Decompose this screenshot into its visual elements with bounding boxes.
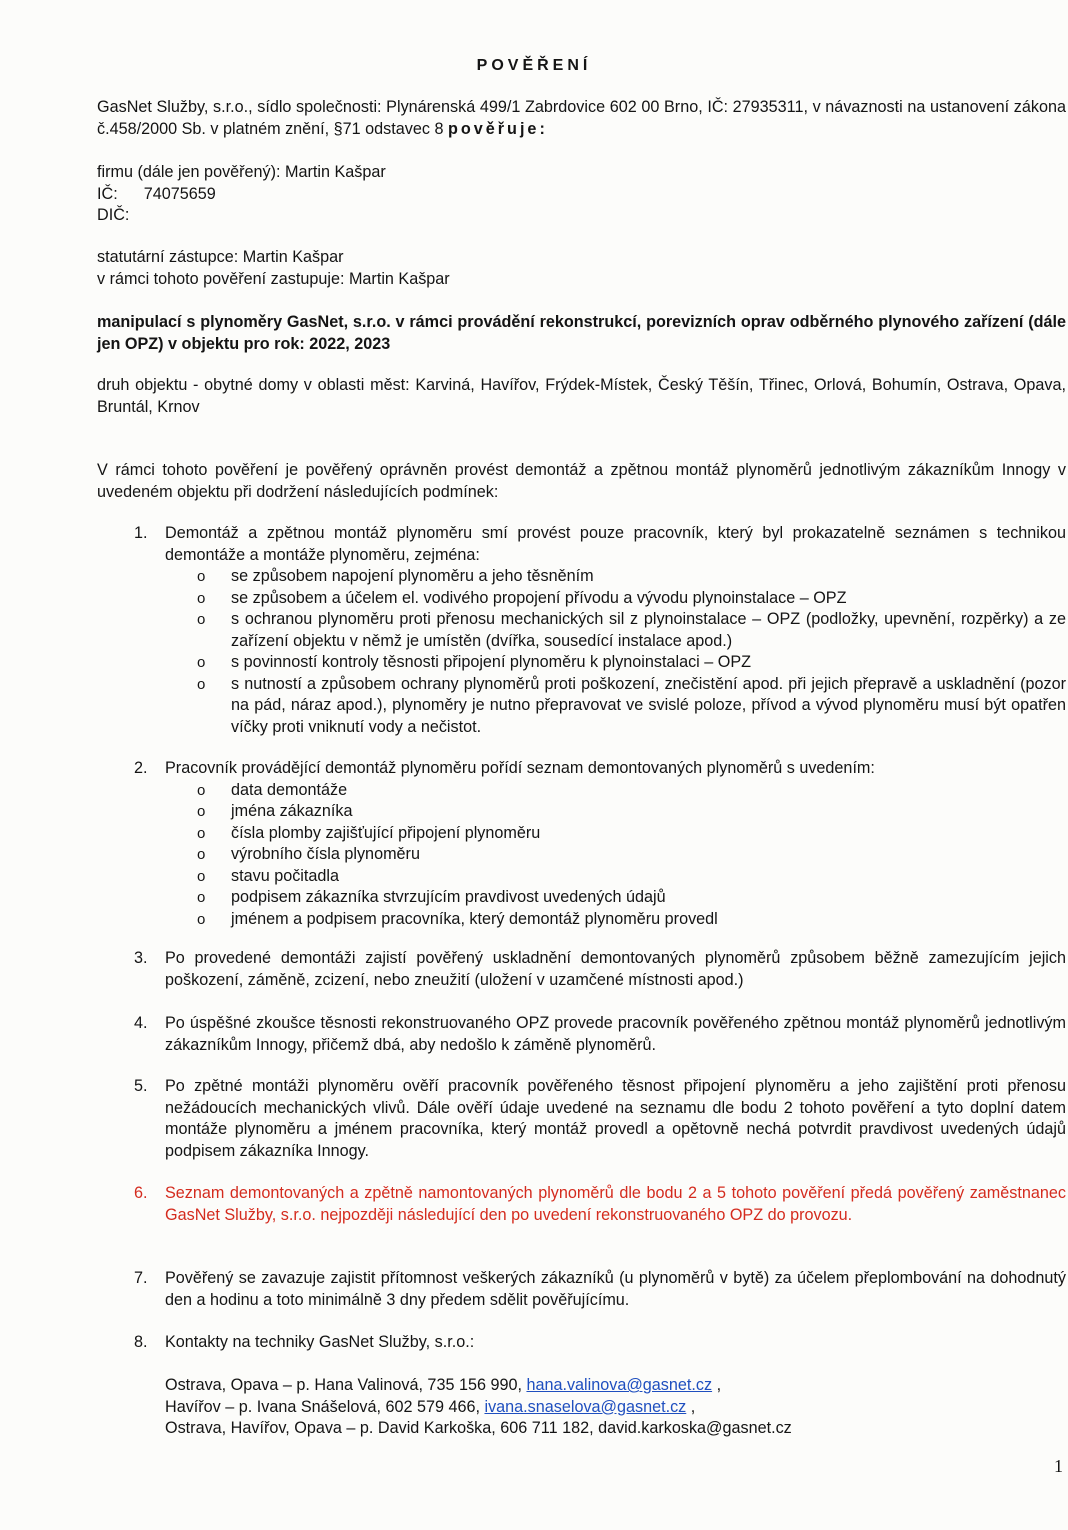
sub-item-text: jménem a podpisem pracovníka, který demontáž plynoměru provedl (231, 909, 718, 928)
bullet-icon: o (197, 568, 206, 585)
item-number: 1. (134, 524, 148, 542)
contact-line (165, 1375, 1066, 1397)
email-link[interactable]: hana.valinova@gasnet.cz (526, 1376, 713, 1394)
item-text: Kontakty na techniky GasNet Služby, s.r.o.: (165, 1333, 475, 1351)
bullet-icon: o (197, 589, 206, 607)
bullet-icon: o (197, 867, 206, 885)
item-text: Po zpětné montáži plynoměru ověří pracovník pověřeného těsnost připojení plynoměru a jeho zajištění proti přenosu nežádoucích mechanických vlivů. Dále ověří údaje uvedené na seznamu dle bodu 2 tohoto pověření a tyto doplní datem montáže plynoměru a jménem pracovníka, který montáž provedl a opětovně nechá potvrdit pravdivost uvedených údajů podpisem zákazníka Innogy. (165, 1077, 1066, 1160)
item-text: Pracovník provádějící demontáž plynoměru pořídí seznam demontovaných plynoměrů s uvedením: (165, 759, 875, 777)
contact-suffix: , (686, 1397, 696, 1416)
sub-item-text: s nutností a způsobem ochrany plynoměrů proti poškození, znečistění apod. při jejich přepravě a uskladnění (pozor na pád, náraz apod.), plynoměry je nutno přepravovat ve svislé poloze, přívod a vývod plynoměru musí být opatřen víčky proti vniknutí vody a nečistot. (231, 674, 1066, 736)
item-text: Pověřený se zavazuje zajistit přítomnost veškerých zákazníků (u plynoměrů v bytě) za účelem přeplombování na dohodnutý den a hodinu a toto minimálně 3 dny předem sdělit pověřujícímu. (165, 1269, 1066, 1309)
conditions-intro: V rámci tohoto pověření je pověřený oprávněn provést demontáž a zpětnou montáž plynoměrů jednotlivým zákazníkům Innogy v uvedeném objektu při dodržení následujících podmínek: (97, 461, 1066, 501)
bullet-icon: o (197, 675, 206, 693)
contact-line (165, 1418, 1066, 1440)
item-number: 2. (134, 759, 148, 777)
sub-list-item (197, 887, 1066, 909)
bullet-icon: o (197, 824, 206, 842)
contact-line (165, 1397, 1066, 1419)
bullet-icon: o (197, 846, 206, 863)
contact-text: Ostrava, Havířov, Opava – p. David Karkoška, 606 711 182, david.karkoska@gasnet.cz (165, 1419, 792, 1437)
sub-item-text: stavu počitadla (231, 866, 339, 885)
condition-item (97, 1076, 1066, 1162)
sub-list (197, 780, 1066, 931)
company-info (97, 162, 1066, 227)
sub-item-text: čísla plomby zajišťující připojení plynoměru (231, 823, 541, 842)
sub-item-text: jména zákazníka (231, 802, 353, 820)
sub-item-text: s ochranou plynoměru proti přenosu mechanických sil z plynoinstalace – OPZ (podložky, upevnění, rozpěrky) a ze zařízení objektu v němž je umístěn (dvířka, sousedící instalace apod.) (231, 610, 1066, 650)
contact-text: Ostrava, Opava – p. Hana Valinová, 735 156 990, (165, 1376, 527, 1394)
bullet-icon: o (197, 889, 206, 906)
statutory-representative: statutární zástupce: Martin Kašpar (97, 248, 344, 266)
item-number: 4. (134, 1014, 148, 1032)
email-link[interactable]: ivana.snaselova@gasnet.cz (484, 1397, 687, 1416)
page-number: 1 (1054, 1456, 1063, 1476)
condition-item (97, 758, 1066, 930)
item-number: 8. (134, 1333, 148, 1351)
sub-list-item (197, 652, 1066, 674)
condition-item (97, 523, 1066, 738)
intro-keyword: pověřuje: (447, 119, 548, 138)
sub-list-item (197, 588, 1066, 610)
item-text: Po provedené demontáži zajistí pověřený uskladnění demontovaných plynoměrů způsobem běžně zamezujícím jejich poškození, záměně, zcizení, nebo zneužití (uložení v uzamčené místnosti apod.) (165, 949, 1066, 989)
condition-item (97, 1332, 1066, 1354)
deputy-representative: v rámci tohoto pověření zastupuje: Martin Kašpar (97, 269, 450, 288)
sub-item-text: s povinností kontroly těsnosti připojení plynoměru k plynoinstalaci – OPZ (231, 653, 752, 671)
contact-text: Havířov – p. Ivana Snášelová, 602 579 466, (165, 1397, 485, 1416)
item-number: 5. (134, 1077, 148, 1095)
bullet-icon: o (197, 781, 206, 799)
sub-list-item (197, 844, 1066, 866)
firm-line: firmu (dále jen pověřený): Martin Kašpar (97, 163, 386, 181)
dic-line: DIČ: (97, 206, 130, 224)
condition-item (97, 948, 1066, 991)
sub-list-item (197, 801, 1066, 823)
condition-item-highlighted (97, 1183, 1066, 1226)
item-text: Po úspěšné zkoušce těsnosti rekonstruovaného OPZ provede pracovník pověřeného zpětnou montáž plynoměrů jednotlivým zákazníkům Innogy, přičemž dbá, aby nedošlo k záměně plynoměrů. (165, 1014, 1066, 1054)
intro-paragraph (97, 97, 1066, 140)
representatives (97, 247, 1066, 290)
sub-item-text: podpisem zákazníka stvrzujícím pravdivost uvedených údajů (231, 888, 666, 906)
bullet-icon: o (197, 611, 206, 628)
sub-list-item (197, 866, 1066, 888)
sub-item-text: se způsobem napojení plynoměru a jeho těsněním (231, 567, 594, 585)
ic-label: IČ: (97, 184, 118, 203)
condition-item (97, 1268, 1066, 1311)
sub-list (197, 566, 1066, 738)
contacts-list (97, 1375, 1066, 1440)
sub-item-text: data demontáže (231, 780, 348, 799)
document-title: POVĚŘENÍ (476, 57, 592, 74)
bullet-icon: o (197, 803, 206, 820)
item-text: Seznam demontovaných a zpětně namontovaných plynoměrů dle bodu 2 a 5 tohoto pověření předá pověřený zaměstnanec GasNet Služby, s.r.o. nejpozději následující den po uvedení rekonstruovaného OPZ do provozu. (165, 1184, 1066, 1224)
sub-list-item (197, 674, 1066, 739)
sub-list-item (197, 909, 1066, 931)
sub-list-item (197, 566, 1066, 588)
sub-list-item (197, 780, 1066, 802)
ic-line (97, 184, 1066, 206)
item-number: 6. (134, 1184, 148, 1202)
intro-text: GasNet Služby, s.r.o., sídlo společnosti: Plynárenská 499/1 Zabrdovice 602 00 Brno, IČ: 27935311, v návaznosti na ustanovení zákona č.458/2000 Sb. v platném znění, §71 odstavec 8 (97, 98, 1066, 138)
sub-item-text: výrobního čísla plynoměru (231, 845, 420, 863)
sub-item-text: se způsobem a účelem el. vodivého propojení přívodu a vývodu plynoinstalace – OPZ (231, 588, 847, 607)
bullet-icon: o (197, 910, 206, 928)
contact-suffix: , (712, 1376, 722, 1394)
item-number: 3. (134, 949, 148, 967)
ic-value: 74075659 (143, 184, 216, 203)
condition-item (97, 1013, 1066, 1056)
object-type-paragraph: druh objektu - obytné domy v oblasti měst: Karviná, Havířov, Frýdek-Místek, Český Těšín, Třinec, Orlová, Bohumín, Ostrava, Opava, Bruntál, Krnov (97, 376, 1066, 416)
sub-list-item (197, 609, 1066, 652)
bullet-icon: o (197, 654, 206, 671)
sub-list-item (197, 823, 1066, 845)
item-number: 7. (134, 1269, 148, 1287)
item-text: Demontáž a zpětnou montáž plynoměru smí provést pouze pracovník, který byl prokazatelně seznámen s technikou demontáže a montáže plynoměru, zejména: (165, 524, 1066, 564)
scope-paragraph: manipulací s plynoměry GasNet, s.r.o. v rámci provádění rekonstrukcí, porevizních oprav odběrného plynového zařízení (dále jen OPZ) v objektu pro rok: 2022, 2023 (97, 313, 1066, 353)
